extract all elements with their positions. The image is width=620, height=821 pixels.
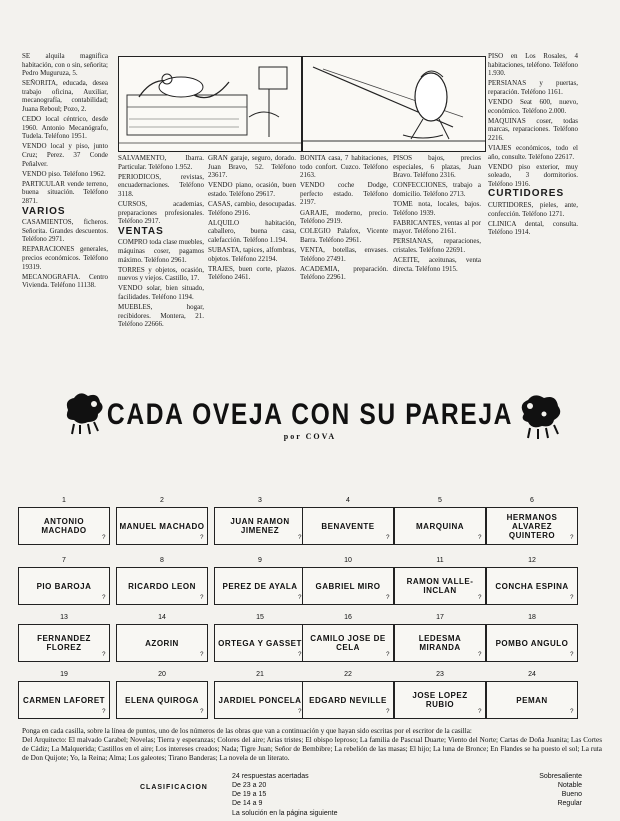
answer-cell[interactable]	[486, 681, 578, 719]
classified-ad: CONFECCIONES, trabajo a domicilio. Teléfono 2713.	[393, 181, 481, 198]
classifieds-column-6	[488, 52, 578, 392]
classified-ad: ACEITE, aceitunas, venta directa. Teléfono 1915.	[393, 256, 481, 273]
author-name: BENAVENTE	[321, 521, 375, 531]
cell-number: 21	[256, 671, 264, 678]
section-heading: VARIOS	[22, 205, 66, 217]
author-name: JARDIEL PONCELA	[218, 695, 302, 705]
classifieds-column-4	[300, 154, 388, 392]
classified-ad: SALVAMENTO, Ibarra. Particular. Teléfono 1.952.	[118, 154, 204, 171]
answer-blank: ?	[570, 535, 574, 541]
classified-ad: FABRICANTES, ventas al por mayor. Teléfono 2161.	[393, 218, 481, 236]
cell-number: 9	[258, 557, 262, 564]
author-name: PEREZ DE AYALA	[222, 581, 298, 591]
answer-blank: ?	[102, 652, 106, 658]
answer-cell[interactable]	[116, 624, 208, 662]
answer-cell[interactable]	[116, 681, 208, 719]
answer-cell[interactable]	[116, 567, 208, 605]
author-name: ELENA QUIROGA	[125, 695, 199, 705]
author-name: LEDESMA MIRANDA	[418, 634, 462, 652]
classified-ad: VENDO coche Dodge, perfecto estado. Teléfono 2197.	[300, 181, 388, 207]
answer-blank: ?	[386, 709, 390, 715]
answer-cell[interactable]	[214, 567, 306, 605]
cell-number: 2	[160, 497, 164, 504]
classified-ad: CASAS, cambio, desocupadas. Teléfono 2916.	[208, 199, 296, 217]
author-name: ORTEGA Y GASSET	[218, 638, 302, 648]
cell-number: 8	[160, 557, 164, 564]
classified-ad: VENDO solar, bien situado, facilidades. Teléfono 1194.	[118, 284, 204, 301]
answer-cell[interactable]	[214, 624, 306, 662]
answer-blank: ?	[386, 535, 390, 541]
cell-number: 1	[62, 497, 66, 504]
classified-ad: CASAMIENTOS, ficheros. Señorita. Grandes descuentos. Teléfono 2971.	[22, 218, 108, 244]
answer-cell[interactable]	[302, 681, 394, 719]
score-row	[232, 791, 582, 798]
author-name: JUAN RAMON JIMENEZ	[230, 517, 290, 535]
answer-blank: ?	[102, 595, 106, 601]
answer-blank: ?	[570, 709, 574, 715]
classified-ad: MECANOGRAFIA. Centro Vivienda. Teléfono 11138.	[22, 272, 108, 290]
classified-ad: GRAN garaje, seguro, dorado. Juan Bravo, 52. Teléfono 23617.	[208, 154, 296, 180]
classified-ad: VENTA, botellas, envases. Teléfono 27491.	[300, 245, 388, 263]
author-name: PEMAN	[516, 695, 548, 705]
author-name: HERMANOS ALVAREZ QUINTERO	[506, 512, 558, 540]
author-name: RAMON VALLE-INCLAN	[406, 577, 474, 595]
answer-cell[interactable]	[214, 507, 306, 545]
answer-blank: ?	[478, 709, 482, 715]
score-grade: Regular	[557, 800, 582, 807]
answer-blank: ?	[298, 652, 302, 658]
solution-note: La solución en la página siguiente	[232, 810, 338, 817]
author-name: POMBO ANGULO	[495, 638, 569, 648]
cell-number: 23	[436, 671, 444, 678]
answer-blank: ?	[200, 709, 204, 715]
answer-cell[interactable]	[18, 567, 110, 605]
classified-ad: CEDO local céntrico, desde 1960. Antonio Mecanógrafo, Tudela. Teléfono 1951.	[22, 115, 108, 141]
classified-ad: VENDO piso exterior, muy soleado, 3 dormitorios. Teléfono 1916.	[488, 162, 578, 188]
score-heading: CLASIFICACION	[140, 784, 208, 791]
score-row	[232, 782, 582, 789]
score-range: De 23 a 20	[232, 782, 267, 789]
author-name: RICARDO LEON	[128, 581, 196, 591]
score-row	[232, 800, 582, 807]
answer-blank: ?	[298, 709, 302, 715]
section-heading: VENTAS	[118, 225, 164, 237]
classifieds-column-5	[393, 154, 481, 392]
answer-blank: ?	[200, 595, 204, 601]
classified-ad: CLINICA dental, consulta. Teléfono 1914.	[488, 219, 578, 237]
classified-ad: PERSIANAS, reparaciones, cristales. Teléfono 22691.	[393, 237, 481, 254]
classified-ad: REPARACIONES generales, precios económicos. Teléfono 19319.	[22, 245, 108, 271]
cell-number: 5	[438, 497, 442, 504]
cell-number: 11	[436, 557, 444, 564]
answer-blank: ?	[298, 595, 302, 601]
author-name: EDGARD NEVILLE	[309, 695, 387, 705]
cell-number: 14	[158, 614, 166, 621]
cell-number: 12	[528, 557, 536, 564]
author-name: CONCHA ESPINA	[495, 581, 569, 591]
answer-blank: ?	[298, 535, 302, 541]
author-name: AZORIN	[145, 638, 179, 648]
answer-blank: ?	[102, 535, 106, 541]
answer-blank: ?	[478, 595, 482, 601]
cell-number: 18	[528, 614, 536, 621]
answer-cell[interactable]	[486, 507, 578, 545]
contest-title: CADA OVEJA CON SU PAREJA	[106, 398, 514, 431]
answer-cell[interactable]	[18, 681, 110, 719]
instructions-text: Ponga en cada casilla, sobre la línea de puntos, uno de los números de las obras que van a continuación y que hayan sido escritas por el escritor de la casilla:	[22, 727, 472, 735]
classified-ad: TORRES y objetos, ocasión, nuevos y viejos. Castillo, 17.	[118, 265, 204, 283]
cell-number: 13	[60, 614, 68, 621]
answer-cell[interactable]	[302, 624, 394, 662]
classified-ad: GARAJE, moderno, precio. Teléfono 2919.	[300, 208, 388, 226]
answer-blank: ?	[200, 652, 204, 658]
answer-blank: ?	[478, 535, 482, 541]
classified-ad: COLEGIO Palafox, Vicente Barra. Teléfono 2961.	[300, 227, 388, 244]
classified-ad: SEÑORITA, educada, desea trabajo oficina, Auxiliar, mecanografía, contabilidad; Juana Reboul; Pozo, 2.	[22, 79, 108, 114]
cell-number: 19	[60, 671, 68, 678]
answer-cell[interactable]	[214, 681, 306, 719]
answer-cell[interactable]	[302, 507, 394, 545]
score-range: 24 respuestas acertadas	[232, 773, 309, 780]
classifieds-column-2	[118, 154, 204, 392]
score-grade: Sobresaliente	[539, 773, 582, 780]
cell-number: 15	[256, 614, 264, 621]
comic-drawing-icon	[119, 57, 301, 151]
answer-cell[interactable]	[486, 567, 578, 605]
cell-number: 22	[344, 671, 352, 678]
classified-ad: PERSIANAS y puertas, reparación. Teléfono 1161.	[488, 79, 578, 96]
cell-number: 16	[344, 614, 352, 621]
author-name: CAMILO JOSE DE CELA	[310, 634, 386, 652]
classified-ad: VENDO piano, ocasión, buen estado. Teléfono 29617.	[208, 181, 296, 198]
author-name: MARQUINA	[416, 521, 464, 531]
author-name: FERNANDEZ FLOREZ	[37, 634, 91, 652]
classified-ad: PISOS bajos, precios especiales, 6 plazas, Juan Bravo. Teléfono 2316.	[393, 154, 481, 180]
classifieds-column-3	[208, 154, 296, 392]
author-name: PIO BAROJA	[36, 581, 92, 591]
answer-blank: ?	[200, 535, 204, 541]
classified-ad: PARTICULAR vende terreno, buena situación. Teléfono 2871.	[22, 179, 108, 205]
score-row	[232, 773, 582, 780]
comic-drawing-icon	[303, 57, 485, 151]
classifieds-column-1	[22, 52, 108, 392]
score-range: De 19 a 15	[232, 791, 267, 798]
classified-ad: PISO en Los Rosales, 4 habitaciones, teléfono. Teléfono 1.930.	[488, 52, 578, 78]
answer-cell[interactable]	[486, 624, 578, 662]
answer-cell[interactable]	[394, 507, 486, 545]
cell-number: 17	[436, 614, 444, 621]
classified-ad: ACADEMIA, preparación. Teléfono 22961.	[300, 264, 388, 282]
classified-ad: MAQUINAS coser, todas marcas, reparaciones. Teléfono 2216.	[488, 116, 578, 142]
classified-ad: TRAJES, buen corte, plazos. Teléfono 2461.	[208, 264, 296, 282]
cell-number: 7	[62, 557, 66, 564]
score-range: De 14 a 9	[232, 800, 263, 807]
classified-ad: COMPRO toda clase muebles, máquinas coser, pagamos máximo. Teléfono 2961.	[118, 238, 204, 264]
works-list: Del Arquitecto: El malvado Carabel; Novelas; Tierra y esperanzas; Colores del aire; Arias tristes; El obispo leproso; La familia de Pascual Duarte; Viento del Norte; Cartas de Doña Juanita; Las Cortes de Cádiz; La Malquerida; Castillos en el aire; Los intereses creados; Nada; Tigre Juan; Señor de Bembibre; La rebelión de las masas; El hijo; La luna de Bronce; En Flandes se ha puesto el sol; La ruta de Don Quijote; Yo, la Reina; Alma; Los galeotes; Tirano Banderas; La novela de un literato.	[22, 736, 602, 762]
author-name: JOSE LOPEZ RUBIO	[412, 691, 468, 709]
comic-panel-left	[118, 56, 302, 152]
cell-number: 4	[346, 497, 350, 504]
author-name: GABRIEL MIRO	[315, 581, 381, 591]
classified-ad: TOME nota, locales, bajos. Teléfono 1939.	[393, 199, 481, 217]
classified-ad: SE alquila magnifica habitación, con o sin, señorita; Pedro Muguruza, 5.	[22, 52, 108, 78]
classified-ad: VIAJES económicos, todo el año, consulte. Teléfono 22617.	[488, 143, 578, 161]
answer-blank: ?	[386, 652, 390, 658]
classified-ad: MUEBLES, hogar, recibidores. Montera, 21. Teléfono 22666.	[118, 303, 204, 329]
cell-number: 20	[158, 671, 166, 678]
answer-cell[interactable]	[302, 567, 394, 605]
cell-number: 24	[528, 671, 536, 678]
classified-ad: SUBASTA, tapices, alfombras, objetos. Teléfono 22194.	[208, 245, 296, 263]
answer-cell[interactable]	[116, 507, 208, 545]
answer-cell[interactable]	[394, 624, 486, 662]
classified-ad: ALQUILO habitación, caballero, buena casa, calefacción. Teléfono 1.194.	[208, 218, 296, 244]
classified-ad: PERIODICOS, revistas, encuadernaciones. Teléfono 3118.	[118, 172, 204, 198]
classified-ad: VENDO Seat 600, nuevo, económico. Teléfono 2.000.	[488, 97, 578, 115]
cell-number: 10	[344, 557, 352, 564]
contest-instructions	[22, 727, 602, 763]
classified-ad: VENDO piso. Teléfono 1962.	[22, 169, 106, 178]
answer-cell[interactable]	[18, 624, 110, 662]
classified-ad: CURSOS, academias, preparaciones profesionales. Teléfono 2917.	[118, 199, 204, 226]
answer-cell[interactable]	[18, 507, 110, 545]
answer-blank: ?	[570, 595, 574, 601]
classified-ad: CURTIDORES, pieles, ante, confección. Teléfono 1271.	[488, 201, 578, 218]
answer-blank: ?	[478, 652, 482, 658]
answer-blank: ?	[102, 709, 106, 715]
answer-cell[interactable]	[394, 567, 486, 605]
section-heading: CURTIDORES	[488, 188, 565, 200]
answer-blank: ?	[386, 595, 390, 601]
contest-byline: por COVA	[283, 432, 337, 441]
score-grade: Bueno	[561, 791, 582, 798]
comic-panel-right	[302, 56, 486, 152]
classified-ad: VENDO local y piso, junto Cruz; Perez. 37 Conde Peñalver.	[22, 142, 108, 168]
classified-ad: BONITA casa, 7 habitaciones, todo confort. Cuzco. Teléfono 2163.	[300, 154, 388, 180]
author-name: ANTONIO MACHADO	[41, 517, 87, 535]
author-name: MANUEL MACHADO	[119, 521, 205, 531]
cell-number: 3	[258, 497, 262, 504]
cell-number: 6	[530, 497, 534, 504]
score-grade: Notable	[557, 782, 582, 789]
author-name: CARMEN LAFORET	[22, 695, 106, 705]
answer-cell[interactable]	[394, 681, 486, 719]
answer-blank: ?	[570, 652, 574, 658]
